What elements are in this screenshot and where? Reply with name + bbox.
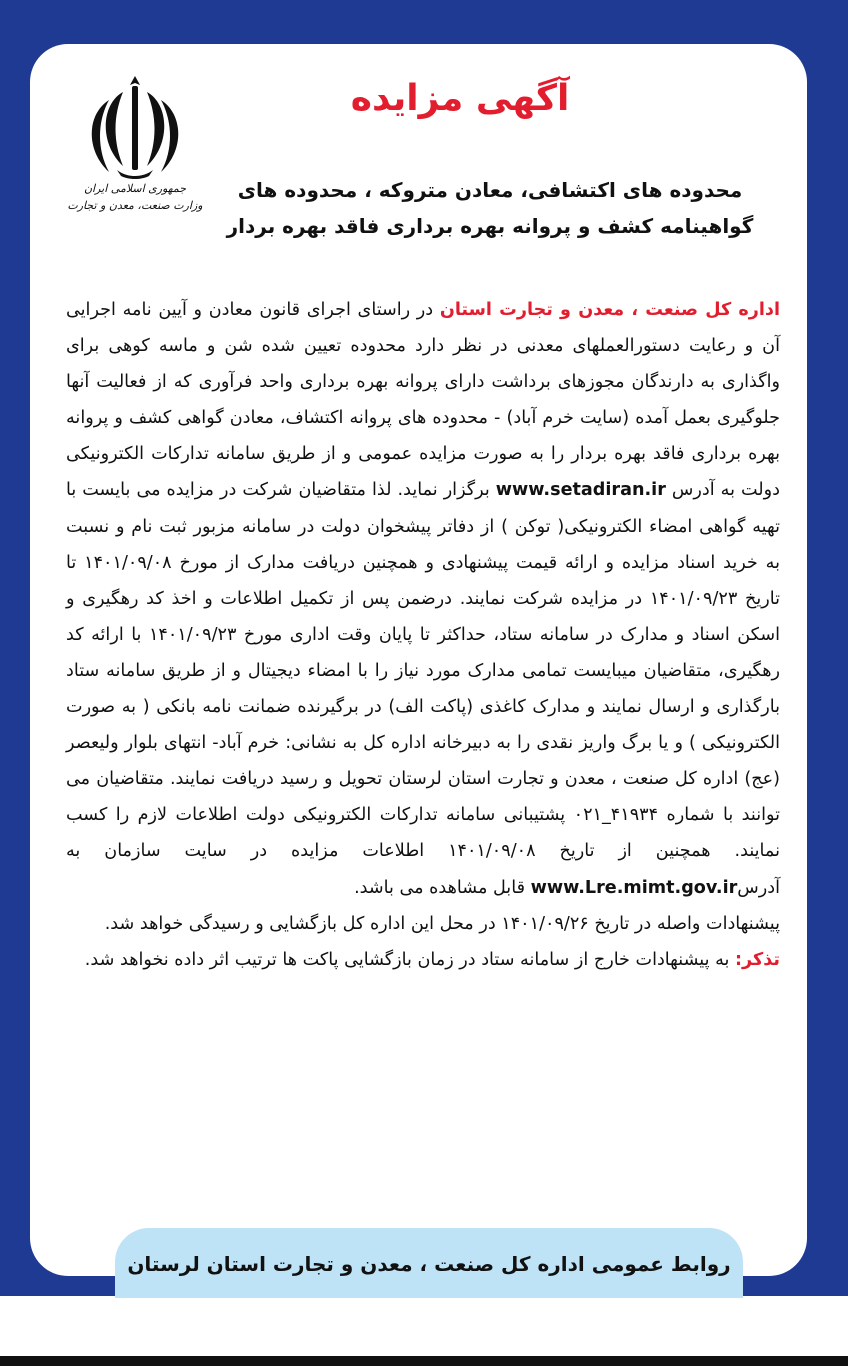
notice-body xyxy=(66,292,780,978)
footer-text: روابط عمومی اداره کل صنعت ، معدن و تجارت استان لرستان xyxy=(127,1252,731,1276)
subtitle-line-1: محدوده های اکتشافی، معادن متروکه ، محدوده های xyxy=(237,178,743,202)
note-label: تذکر: xyxy=(735,949,780,970)
paragraph-text-3: قابل مشاهده می باشد. xyxy=(354,877,531,898)
paragraph-main xyxy=(66,292,780,906)
paragraph-text-2: برگزار نماید. لذا متقاضیان شرکت در مزایده می بایست با تهیه گواهی امضاء الکترونیکی( توکن ) از دفاتر پیشخوان دولت در سامانه مزبور ثبت نام و نسبت به خرید اسناد مزایده و ارائه قیمت پیشنهادی و همچنین دریافت مدارک از مورخ ۱۴۰۱/۰۹/۰۸ تا تاریخ ۱۴۰۱/۰۹/۲۳ در مزایده شرکت نمایند. درضمن پس از تکمیل اطلاعات و اخذ کد رهگیری و اسکن اسناد و مدارک در سامانه ستاد، حداکثر تا پایان وقت اداری مورخ ۱۴۰۱/۰۹/۲۳ با ارائه کد رهگیری، متقاضیان میبایست تمامی مدارک مورد نیاز را با امضاء دیجیتال و از طریق سامانه ستاد بارگذاری و ارسال نمایند و مدارک کاغذی (پاکت الف) در برگیرنده ضمانت نامه بانکی ( به صورت الکترونیکی ) و یا برگ واریز نقدی را به دبیرخانه اداره کل به نشانی: خرم آباد- انتهای بلوار ولیعصر (عج) اداره کل صنعت ، معدن و تجارت استان لرستان تحویل و رسید دریافت نمایند. متقاضیان می توانند با شماره ۴۱۹۳۴_۰۲۱ پشتیبانی سامانه تدارکات الکترونیکی دولت اطلاعات لازم را کسب نمایند. همچنین از تاریخ ۱۴۰۱/۰۹/۰۸ اطلاعات مزایده در سایت سازمان به آدرس xyxy=(66,480,780,898)
iran-emblem-icon xyxy=(83,70,187,180)
subtitle xyxy=(210,172,770,244)
bottom-rule xyxy=(0,1356,848,1366)
setad-link[interactable]: www.setadiran.ir xyxy=(495,480,666,501)
paragraph-opening: پیشنهادات واصله در تاریخ ۱۴۰۱/۰۹/۲۶ در محل این اداره کل بازگشایی و رسیدگی خواهد شد. xyxy=(104,913,780,934)
paragraph-text-1: در راستای اجرای قانون معادن و آیین نامه اجرایی آن و رعایت دستورالعملهای معدنی در نظر دارد محدوده تعیین شده شن و ماسه کوهی برای واگذاری به دارندگان مجوزهای برداشت دارای پروانه بهره برداری واحد فرآوری که از فعالیت آنها جلوگیری بعمل آمده (سایت خرم آباد) - محدوده های پروانه اکتشاف، معادن گواهی کشف و پروانه بهره برداری فاقد بهره بردار را به صورت مزایده عمومی و از طریق سامانه تدارکات الکترونیکی دولت به آدرس xyxy=(66,300,780,501)
emblem-ministry: وزارت صنعت، معدن و تجارت xyxy=(67,199,203,212)
note-text: به پیشنهادات خارج از سامانه ستاد در زمان بازگشایی پاکت ها ترتیب اثر داده نخواهد شد. xyxy=(84,949,736,970)
subtitle-line-2: گواهینامه کشف و پروانه بهره برداری فاقد بهره بردار xyxy=(226,214,754,238)
lre-link[interactable]: www.Lre.mimt.gov.ir xyxy=(530,877,738,898)
emblem-country: جمهوری اسلامی ایران xyxy=(83,182,187,195)
paragraph-note xyxy=(66,942,780,978)
emblem xyxy=(60,70,210,240)
org-name: اداره کل صنعت ، معدن و تجارت استان xyxy=(439,300,780,320)
page-title: آگهی مزایده xyxy=(350,78,570,119)
